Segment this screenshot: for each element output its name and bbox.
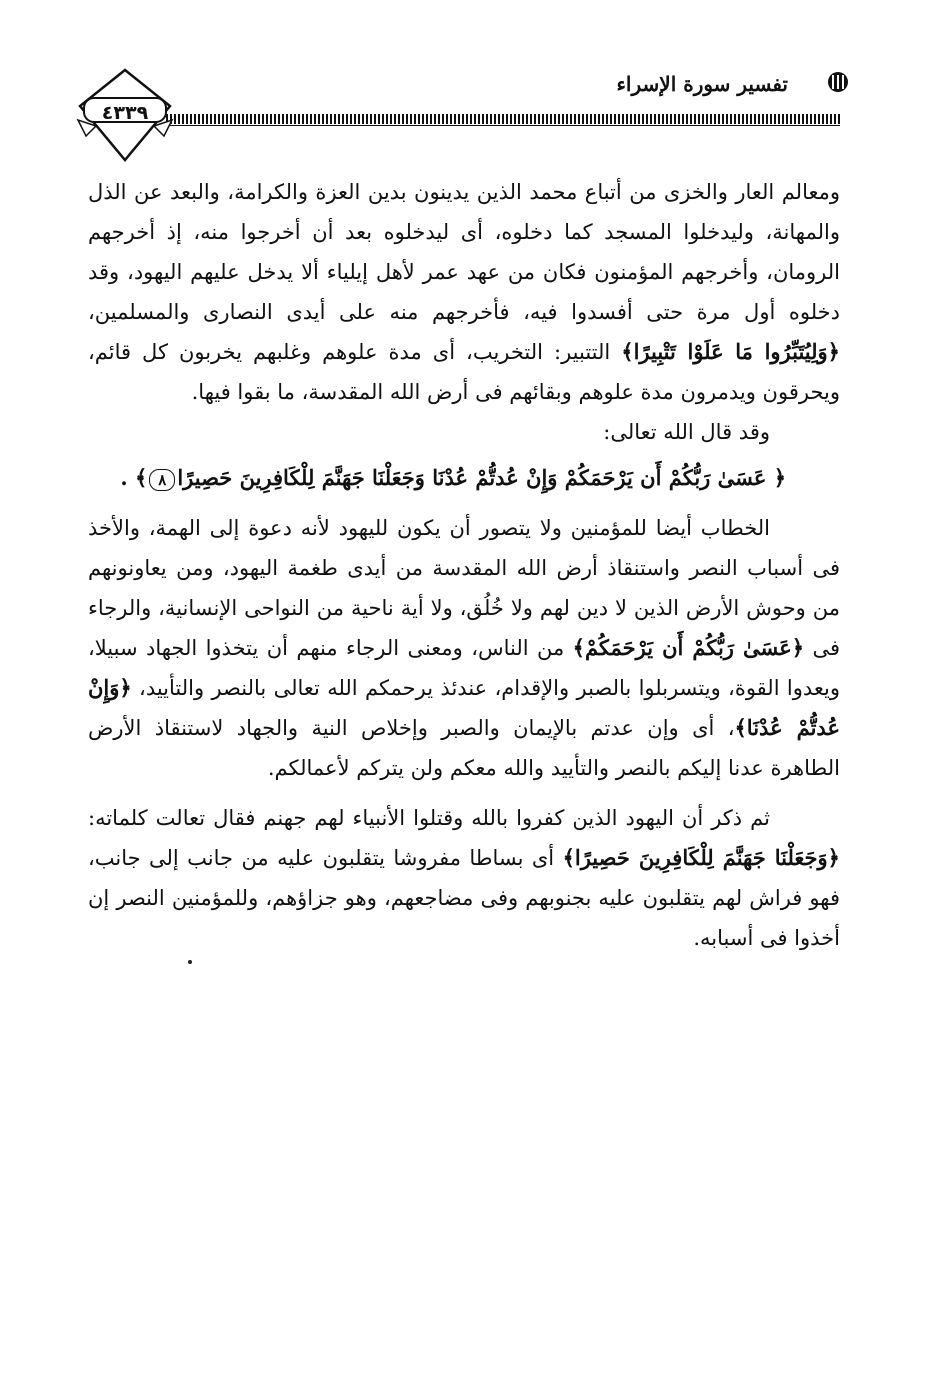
verse-text: ﴿ عَسَىٰ رَبُّكُمْ أَن يَرْحَمَكُمْ وَإِنْ عُدتُّمْ عُدْنَا وَجَعَلْنَا جَهَنَّمَ لِلْكَافِرِينَ حَصِيرًا [177, 465, 786, 490]
paragraph-text: من الناس، ومعنى الرجاء منهم أن يتخذوا الجهاد سبيلا، ويعدوا القوة، ويتسربلوا بالصبر والإقدام، عندئذ يرحمكم الله تعالى بالنصر والتأييد، [88, 636, 840, 700]
ornament-bullet-icon [826, 70, 850, 94]
running-title: تفسير سورة الإسراء [616, 72, 788, 96]
quran-quote: ﴿عَسَىٰ رَبُّكُمْ أَن يَرْحَمَكُمْ﴾ [572, 635, 805, 660]
paragraph-text: ومعالم العار والخزى من أتباع محمد الذين يدينون بدين العزة والكرامة، والبعد عن الذل والمهانة، وليدخلوا المسجد كما دخلوه، أى ليدخلوه بعد أن أخرجوا منه، إذ أخرجهم الرومان، وأخرجهم المؤمنون فكان من عهد عمر لأهل إيلياء ألا يدخل عليهم اليهود، وقد دخلوه أول مرة حتى أفسدوا فيه، فأخرجهم منه على أيدى النصارى والمسلمين، [88, 180, 840, 324]
paragraph-text: ثم ذكر أن اليهود الذين كفروا بالله وقتلوا الأنبياء لهم جهنم فقال تعالت كلماته: [88, 806, 770, 830]
paragraph-intro: وقد قال الله تعالى: [603, 420, 770, 444]
paragraph [88, 798, 840, 958]
stray-mark [188, 960, 192, 964]
quran-quote: ﴿وَلِيُتَبِّرُوا مَا عَلَوْا تَتْبِيرًا﴾ [621, 339, 840, 364]
paragraph-text: الخطاب أيضا للمؤمنين ولا يتصور أن يكون لليهود لأنه دعوة إلى الهمة، والأخذ فى أسباب النصر واستنقاذ أرض الله المقدسة من أيدى طغمة اليهود، ومن يعاونونهم من وحوش الأرض الذين لا دين لهم ولا خُلُق، ولا أية ناحية من النواحى الإنسانية، والرجاء فى [88, 516, 840, 660]
verse-end: ﴾ . [120, 465, 148, 490]
page-body [88, 172, 840, 958]
quran-quote: ﴿وَإِنْ عُدتُّمْ عُدْنَا﴾ [88, 675, 840, 740]
quran-quote: ﴿وَجَعَلْنَا جَهَنَّمَ لِلْكَافِرِينَ حَصِيرًا﴾ [562, 845, 840, 870]
paragraph-text: ، أى وإن عدتم بالإيمان والصبر وإخلاص النية والجهاد لاستنقاذ الأرض الطاهرة عدنا إليكم بالنصر والتأييد والله معكم ولن يتركم لأعمالكم. [88, 716, 840, 780]
paragraph [88, 508, 840, 788]
page-header [70, 62, 850, 162]
paragraph-text: أى بساطا مفروشا يتقلبون عليه من جانب إلى جانب، فهو فراش لهم يتقلبون عليه بجنوبهم وفى مضاجعهم، وهو جزاؤهم، وللمؤمنين النصر إن أخذوا فى أسبابه. [88, 846, 840, 950]
verse-block [88, 458, 840, 498]
page-number: ٤٣٣٩ [101, 102, 149, 124]
paragraph-text: التتبير: التخريب، أى مدة علوهم وغلبهم يخربون كل قائم، ويحرقون ويدمرون مدة علوهم وبقائهم فى أرض الله المقدسة، ما بقوا فيها. [88, 340, 840, 404]
header-rule-line [166, 125, 840, 126]
verse-number-marker: ٨ [149, 469, 175, 491]
header-rule [166, 114, 840, 124]
paragraph [88, 172, 840, 412]
